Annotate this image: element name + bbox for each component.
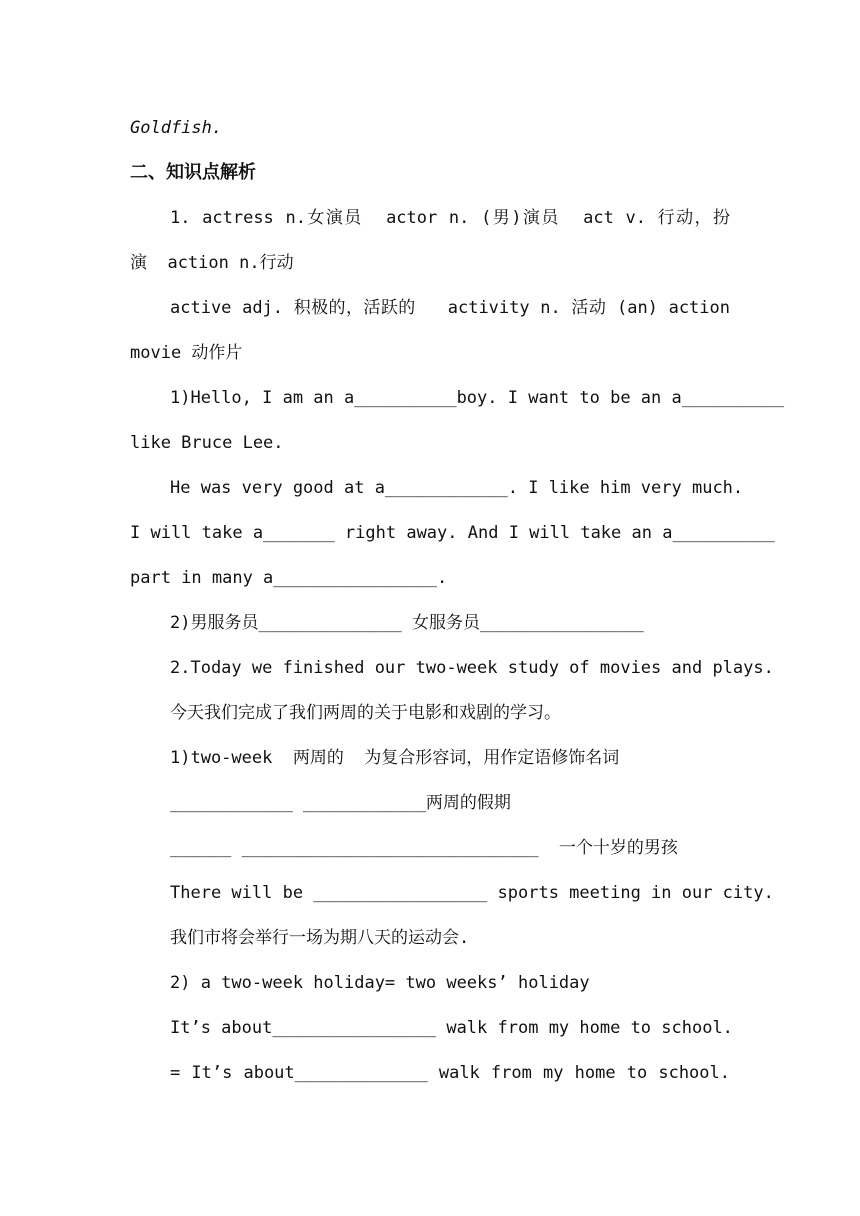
exercise-line: 1)Hello, I am an a__________boy. I want to be an a__________ xyxy=(170,388,785,408)
exercise-line: ____________ ____________两周的假期 xyxy=(170,793,511,813)
exercise-line: 2)男服务员______________ 女服务员________________ xyxy=(170,613,644,633)
translation-line: 今天我们完成了我们两周的关于电影和戏剧的学习。 xyxy=(170,703,561,723)
exercise-line: like Bruce Lee. xyxy=(130,433,284,453)
exercise-line: I will take a_______ right away. And I will take an a__________ xyxy=(130,523,775,543)
exercise-line: It’s about________________ walk from my home to school. xyxy=(170,1018,733,1038)
exercise-line: He was very good at a____________. I like him very much. xyxy=(170,478,744,498)
text-line: 1. actress n.女演员 actor n. (男)演员 act v. 行动，扮 xyxy=(170,208,730,228)
exercise-line: part in many a________________. xyxy=(130,568,448,588)
text-line: 2.Today we finished our two-week study of movies and plays. xyxy=(170,658,774,678)
translation-line: 我们市将会举行一场为期八天的运动会. xyxy=(170,928,470,948)
exercise-line: There will be _________________ sports meeting in our city. xyxy=(170,883,774,903)
text-line: Goldfish. xyxy=(130,118,223,138)
text-line: 1)two-week 两周的 为复合形容词，用作定语修饰名词 xyxy=(170,748,620,768)
text-line: movie 动作片 xyxy=(130,343,243,363)
text-line: 2) a two-week holiday= two weeks’ holiday xyxy=(170,973,590,993)
exercise-line: = It’s about_____________ walk from my home to school. xyxy=(170,1063,730,1083)
section-heading: 二、知识点解析 xyxy=(130,162,256,183)
text-line: active adj. 积极的，活跃的 activity n. 活动 (an) action xyxy=(170,298,730,318)
text-line: 演 action n.行动 xyxy=(130,253,294,273)
exercise-line: ______ _____________________________ 一个十岁的男孩 xyxy=(170,838,678,858)
